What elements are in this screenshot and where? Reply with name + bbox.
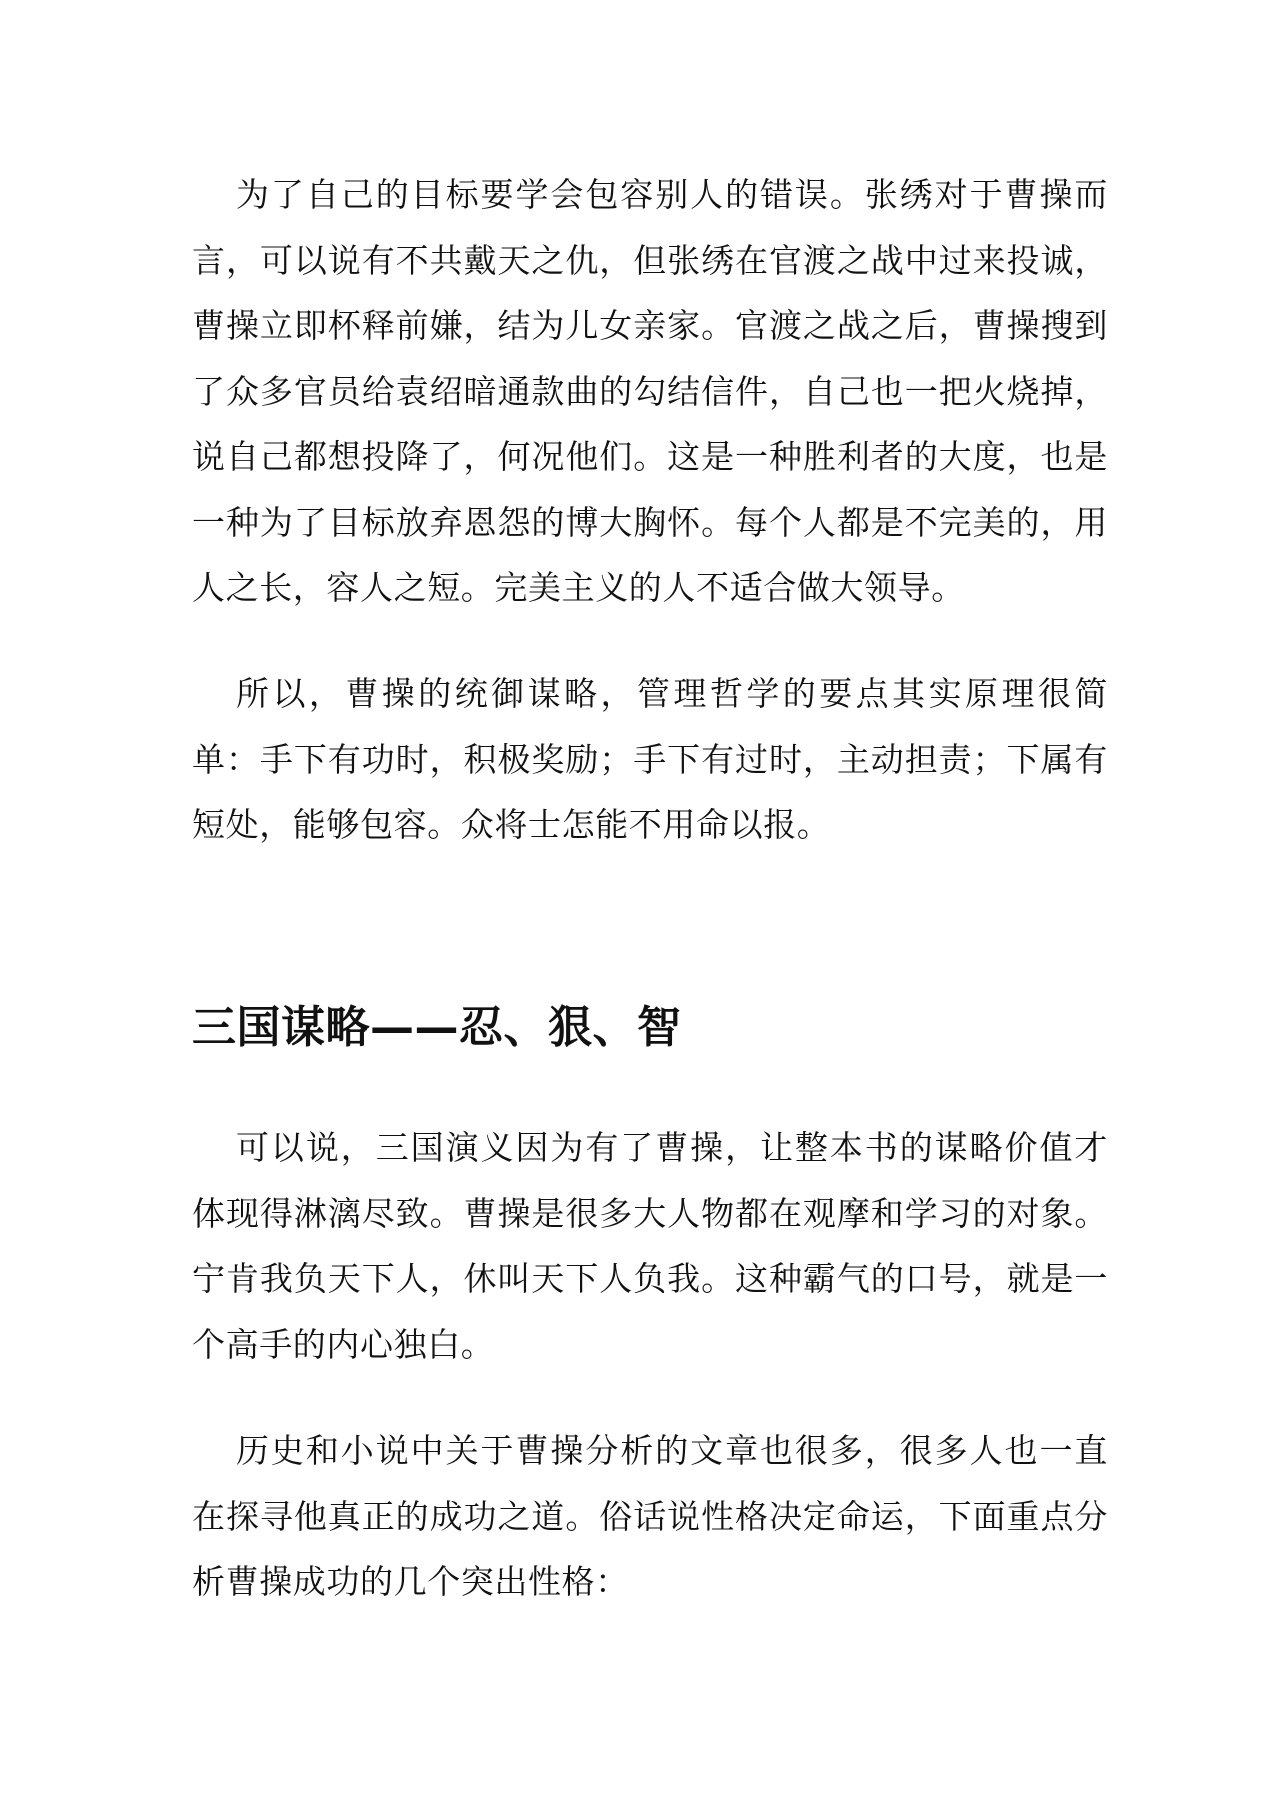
body-paragraph: 为了自己的目标要学会包容别人的错误。张绣对于曹操而言，可以说有不共戴天之仇，但张绣在官渡之战中过来投诚，曹操立即杯释前嫌，结为儿女亲家。官渡之战之后，曹操搜到了众多官员给袁绍暗通款曲的勾结信件，自己也一把火烧掉，说自己都想投降了，何况他们。这是一种胜利者的大度，也是一种为了目标放弃恩怨的博大胸怀。每个人都是不完美的，用人之长，容人之短。完美主义的人不适合做大领导。 — [192, 175, 1108, 607]
section-heading: 三国谋略——忍、狠、智 — [192, 1002, 682, 1053]
document-page — [192, 0, 1108, 1800]
body-paragraph: 可以说，三国演义因为有了曹操，让整本书的谋略价值才体现得淋漓尽致。曹操是很多大人物都在观摩和学习的对象。宁肯我负天下人，休叫天下人负我。这种霸气的口号，就是一个高手的内心独白。 — [192, 1128, 1108, 1364]
body-paragraph: 所以，曹操的统御谋略，管理哲学的要点其实原理很简单：手下有功时，积极奖励；手下有过时，主动担责；下属有短处，能够包容。众将士怎能不用命以报。 — [192, 674, 1108, 844]
body-paragraph: 历史和小说中关于曹操分析的文章也很多，很多人也一直在探寻他真正的成功之道。俗话说性格决定命运，下面重点分析曹操成功的几个突出性格： — [192, 1431, 1108, 1601]
